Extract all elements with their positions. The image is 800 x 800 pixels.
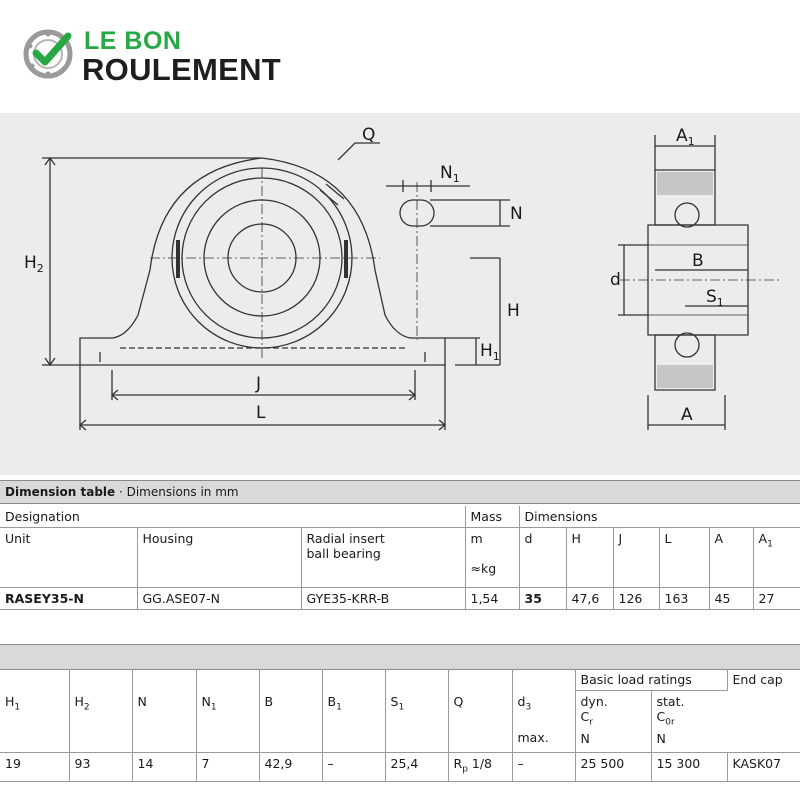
label-H1: $H_1$	[480, 341, 500, 363]
cell-S1: 25,4	[385, 753, 448, 782]
cell-N: 14	[132, 753, 196, 782]
cell-B1: –	[322, 753, 385, 782]
header-N1: $N_1$	[196, 691, 259, 753]
housing-outline	[80, 158, 445, 365]
label-Q: Q	[362, 125, 376, 145]
cell-mass: 1,54	[465, 588, 519, 610]
cell-end-cap: KASK07	[727, 753, 800, 782]
table-title-bar	[0, 480, 800, 504]
cell-L: 163	[659, 588, 709, 610]
label-N1: $N_1$	[440, 163, 460, 185]
header-J: J	[613, 528, 659, 588]
cell-N1: 7	[196, 753, 259, 782]
cell-d: 35	[519, 588, 566, 610]
brand-line-2: ROULEMENT	[82, 52, 282, 87]
label-H2: $H_2$	[24, 253, 44, 275]
header-stat: stat. $C_{0r}$ N	[651, 691, 727, 753]
header-N: N	[132, 691, 196, 753]
table-header-row-2	[0, 691, 800, 753]
cell-J: 126	[613, 588, 659, 610]
pillow-block-drawing	[0, 113, 800, 475]
cell-H: 47,6	[566, 588, 613, 610]
header-B: B	[259, 691, 322, 753]
header-Q: Q	[448, 691, 512, 753]
cell-H1: 19	[0, 753, 69, 782]
cell-C0r: 15 300	[651, 753, 727, 782]
header-A: A	[709, 528, 753, 588]
header-A1: $A_1$	[753, 528, 800, 588]
header-housing: Housing	[137, 528, 301, 588]
header-B1: $B_1$	[322, 691, 385, 753]
header-dyn: dyn. $C_r$ N	[575, 691, 651, 753]
brand-line-1: LE BON	[84, 27, 182, 55]
header-H2: $H_2$	[69, 691, 132, 753]
label-L: L	[256, 403, 266, 423]
header-mass-m: m ≈kg	[465, 528, 519, 588]
label-B: B	[692, 251, 704, 271]
dimension-table-top	[0, 506, 800, 610]
header-mass: Mass	[465, 506, 519, 528]
header-dimensions: Dimensions	[519, 506, 800, 528]
label-J: J	[256, 374, 262, 394]
cell-Q: $R_p$ 1/8	[448, 753, 512, 782]
label-A: A	[681, 405, 693, 425]
cell-bearing: GYE35-KRR-B	[301, 588, 465, 610]
table-header-row-1	[0, 669, 800, 691]
cell-housing: GG.ASE07-N	[137, 588, 301, 610]
table-title: Dimension table	[5, 485, 116, 499]
table-header-row-2	[0, 528, 800, 588]
header-designation: Designation	[0, 506, 465, 528]
label-A1: $A_1$	[676, 126, 695, 148]
label-N: N	[510, 204, 523, 224]
label-d: d	[610, 270, 621, 290]
header-end-cap: End cap	[727, 669, 800, 753]
header-d3: $d_3$ max.	[512, 691, 575, 753]
dimension-table-bottom	[0, 669, 800, 782]
header-basic-load: Basic load ratings	[575, 669, 727, 691]
technical-drawing	[0, 113, 800, 475]
header-d: d	[519, 528, 566, 588]
table-row	[0, 753, 800, 782]
table-subtitle: · Dimensions in mm	[115, 485, 239, 499]
table-row	[0, 588, 800, 610]
header-H1: $H_1$	[0, 691, 69, 753]
header-L: L	[659, 528, 709, 588]
bearing-check-icon	[22, 26, 78, 82]
header-S1: $S_1$	[385, 691, 448, 753]
cell-A1: 27	[753, 588, 800, 610]
header-unit: Unit	[0, 528, 137, 588]
cell-Cr: 25 500	[575, 753, 651, 782]
label-H: H	[507, 301, 520, 321]
cell-A: 45	[709, 588, 753, 610]
label-S1: $S_1$	[706, 287, 724, 309]
table-header-row-1	[0, 506, 800, 528]
table-separator	[0, 644, 800, 670]
cell-B: 42,9	[259, 753, 322, 782]
header-radial-bearing: Radial insert ball bearing	[301, 528, 465, 588]
header-H: H	[566, 528, 613, 588]
cell-d3: –	[512, 753, 575, 782]
cell-unit: RASEY35-N	[0, 588, 137, 610]
cell-H2: 93	[69, 753, 132, 782]
